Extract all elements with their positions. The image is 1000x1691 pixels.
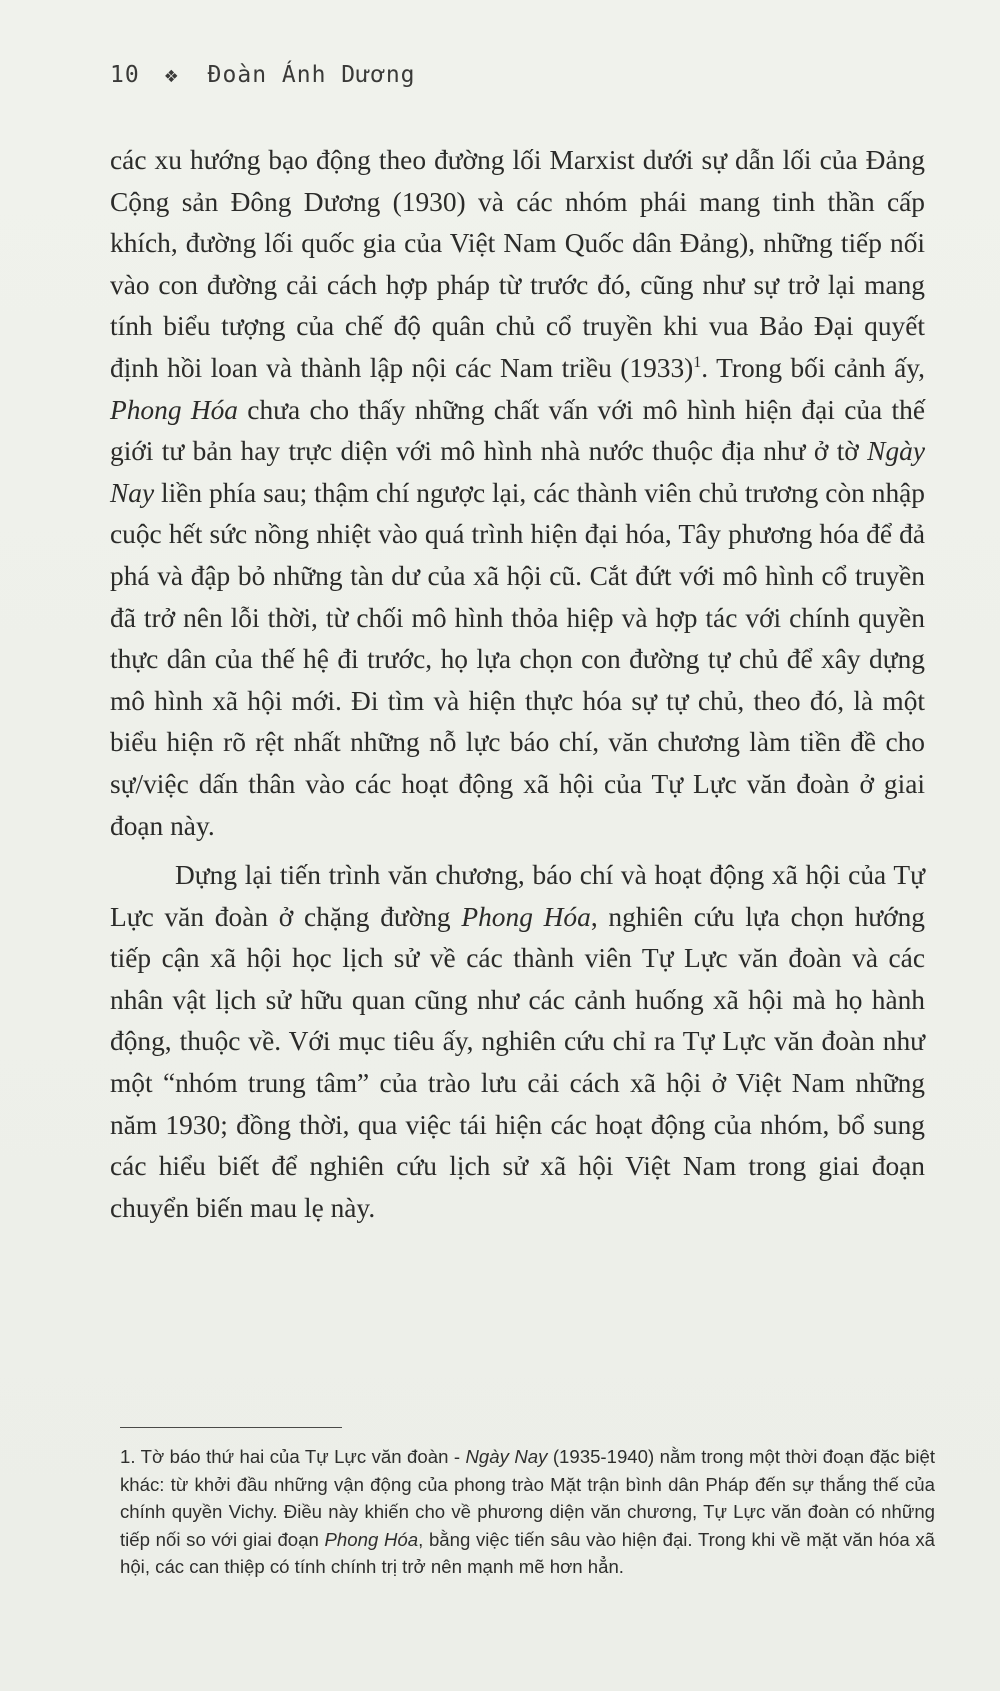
body-text (110, 140, 925, 1229)
paragraph-1-text-c: chưa cho thấy những chất vấn với mô hình hiện đại của thế giới tư bản hay trực diện với mô hình nhà nước thuộc địa như ở tờ (110, 394, 925, 467)
italic-title-phong-hoa: Phong Hóa (461, 901, 591, 932)
author-name: Đoàn Ánh Dương (207, 62, 416, 88)
paragraph-1-text-a: các xu hướng bạo động theo đường lối Marxist dưới sự dẫn lối của Đảng Cộng sản Đông Dương (1930) và các nhóm phái mang tinh thần cấp khích, đường lối quốc gia của Việt Nam Quốc dân Đảng), những tiếp nối vào con đường cải cách hợp pháp từ trước đó, cũng như sự trở lại mang tính biểu tượng của chế độ quân chủ cổ truyền khi vua Bảo Đại quyết định hồi loan và thành lập nội các Nam triều (1933) (110, 145, 925, 383)
paragraph-1 (110, 140, 925, 847)
italic-title-ngay-nay: Ngày Nay (465, 1446, 548, 1467)
footnote-text-b: (1935-1940) nằm trong một thời đoạn đặc biệt khác: từ khởi đầu những vận động của phong trào Mặt trận bình dân Pháp đến sự thắng thế của chính quyền Vichy. Điều này khiến cho về phương diện văn chương, Tự Lực văn đoàn có những tiếp nối so với giai đoạn (120, 1446, 935, 1550)
italic-title-ngay-nay: Ngày Nay (110, 436, 925, 508)
footnote-reference: 1 (693, 353, 702, 371)
running-head (110, 62, 416, 88)
paragraph-1-text-d: liền phía sau; thậm chí ngược lại, các thành viên chủ trương còn nhập cuộc hết sức nồng nhiệt vào quá trình hiện đại hóa, Tây phương hóa để đả phá và đập bỏ những tàn dư của xã hội cũ. Cắt đứt với mô hình cổ truyền đã trở nên lỗi thời, từ chối mô hình thỏa hiệp và hợp tác với chính quyền thực dân của thế hệ đi trước, họ lựa chọn con đường tự chủ để xây dựng mô hình xã hội mới. Đi tìm và hiện thực hóa sự tự chủ, theo đó, là một biểu hiện rõ rệt nhất những nỗ lực báo chí, văn chương làm tiền đề cho sự/việc dấn thân vào các hoạt động xã hội của Tự Lực văn đoàn ở giai đoạn này. (110, 477, 925, 841)
paragraph-1-text-b: . Trong bối cảnh ấy, (701, 352, 925, 383)
italic-title-phong-hoa: Phong Hóa (110, 394, 238, 425)
ornament-icon: ❖ (164, 63, 179, 88)
italic-title-phong-hoa: Phong Hóa (324, 1528, 419, 1550)
footnote-1 (120, 1443, 935, 1581)
footnote-divider (120, 1427, 342, 1428)
paragraph-2 (110, 855, 925, 1229)
page-number: 10 (110, 62, 140, 88)
paragraph-2-text-b: , nghiên cứu lựa chọn hướng tiếp cận xã hội học lịch sử về các thành viên Tự Lực văn đoàn và các nhân vật lịch sử hữu quan cũng như các cảnh huống xã hội mà họ hành động, thuộc về. Với mục tiêu ấy, nghiên cứu chỉ ra Tự Lực văn đoàn như một “nhóm trung tâm” của trào lưu cải cách xã hội ở Việt Nam những năm 1930; đồng thời, qua việc tái hiện các hoạt động của nhóm, bổ sung các hiểu biết để nghiên cứu lịch sử xã hội Việt Nam trong giai đoạn chuyển biến mau lẹ này. (110, 901, 925, 1223)
footnote-section (120, 1443, 935, 1581)
footnote-text-a: 1. Tờ báo thứ hai của Tự Lực văn đoàn - (120, 1446, 466, 1467)
paragraph-2-text-a: Dựng lại tiến trình văn chương, báo chí và hoạt động xã hội của Tự Lực văn đoàn ở chặng đường (110, 860, 925, 932)
footnote-text-c: , bằng việc tiến sâu vào hiện đại. Trong khi về mặt văn hóa xã hội, các can thiệp có tính chính trị trở nên mạnh mẽ hơn hẳn. (120, 1528, 936, 1577)
